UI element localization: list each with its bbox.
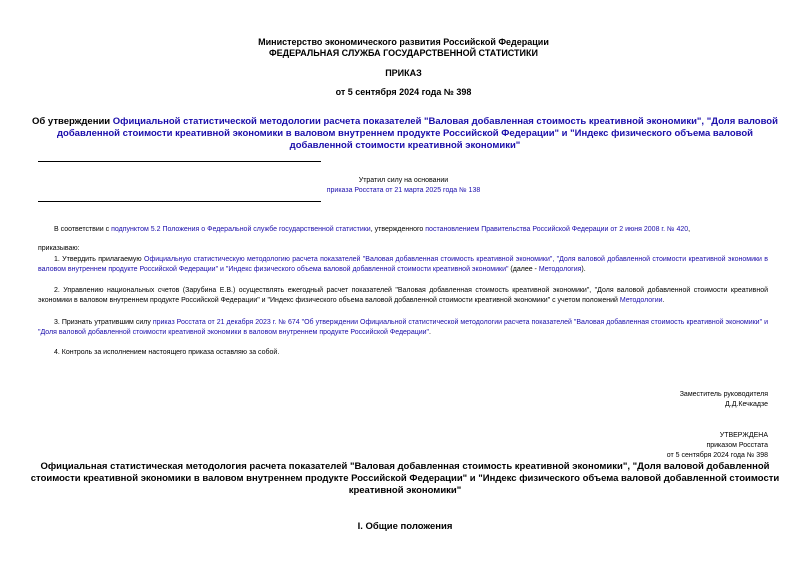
section-title: I. Общие положения [357,521,453,532]
title-prefix: Об утверждении [32,116,113,127]
item-4: 4. Контроль за исполнением настоящего приказа оставляю за собой. [54,349,280,356]
item-2 [38,286,768,306]
item-3 [38,318,768,338]
lost-force-order-link [0,186,807,196]
repealed-order-link[interactable]: приказ Росстата от 21 декабря 2023 г. № 674 "Об утверждении Официальной статистической методологии расчета показателей "Валовая добавленная стоимость креативной экономики" и "Доля валовой добавленной стоимости креативной экономики в валовом внутреннем продукте Российской Федерации" [38,319,768,336]
methodology-short-link[interactable]: Методология [538,266,582,273]
title-link[interactable]: Официальной статистической методологии расчета показателей "Валовая добавленная стоимость креативной экономики", "Доля валовой добавленной стоимости креативной экономики в валовом внутреннем продукте Российской Федерации" и "Индекс физического объема валовой добавленной стоимости креативной экономики" [56,116,778,151]
item-2-text-2: . [662,297,665,304]
item-1-text-2: (далее - [508,266,539,273]
service-name: ФЕДЕРАЛЬНАЯ СЛУЖБА ГОСУДАРСТВЕННОЙ СТАТИСТИКИ [269,48,538,58]
approval-date: от 5 сентября 2024 года № 398 [666,452,768,459]
divider-bottom [38,201,321,202]
item-2-text-1: 2. Управлению национальных счетов (Зарубина Е.В.) осуществлять ежегодный расчет показателей "Валовая добавленная стоимость креативной экономики", "Доля валовой добавленной стоимости креативной экономики в валовом внутреннем продукте Российской Федерации" и "Индекс физического объема валовой добавленной стоимости креативной экономики" с учетом положений [38,287,768,304]
government-decree-link[interactable]: постановлением Правительства Российской Федерации от 2 июня 2008 г. № 420 [425,226,689,233]
lost-force-text: Утратил силу на основании [358,177,449,184]
doc-type: ПРИКАЗ [385,68,422,78]
item-1-text-1: 1. Утвердить прилагаемую [54,256,145,263]
item-3-text-2: . [429,329,431,336]
ministry-name: Министерство экономического развития Российской Федерации [258,37,549,47]
divider-top [38,161,321,162]
signature-position: Заместитель руководителя [679,391,768,398]
methodology-link[interactable]: Официальную статистическую методологию расчета показателей "Валовая добавленная стоимость креативной экономики", "Доля валовой добавленной стоимости креативной экономики в валовом внутреннем продукте Российской Федерации" и "Индекс физического объема валовой добавленной стоимости креативной экономики" [38,256,768,273]
document-title [30,116,780,152]
approval-stamp: УТВЕРЖДЕНА [719,432,768,439]
methodology-title: Официальная статистическая методология расчета показателей "Валовая добавленная стоимость креативной экономики", "Доля валовой добавленной стоимости креативной экономики в валовом внутреннем продукте Российской Федерации" и "Индекс физического объема валовой добавленной стоимости креативной экономики" [30,461,780,496]
item-3-text-1: 3. Признать утратившим силу [54,319,153,326]
item-1 [38,255,768,275]
regulation-link[interactable]: подпунктом 5.2 Положения о Федеральной службе государственной статистики [111,226,371,233]
approval-by-order: приказом Росстата [706,442,768,449]
order-word: приказываю: [38,245,80,252]
methodology-ref-link[interactable]: Методологии [619,297,663,304]
repeal-order-link[interactable]: приказа Росстата от 21 марта 2025 года № 138 [326,187,481,194]
item-1-text-3: ). [581,266,586,273]
preamble [38,225,768,235]
preamble-text-3: , [688,226,691,233]
preamble-text-2: , утвержденного [370,226,426,233]
doc-date: от 5 сентября 2024 года № 398 [335,87,472,97]
preamble-text-1: В соответствии с [54,226,112,233]
signature-name: Д.Д.Кечкадзе [725,401,768,408]
